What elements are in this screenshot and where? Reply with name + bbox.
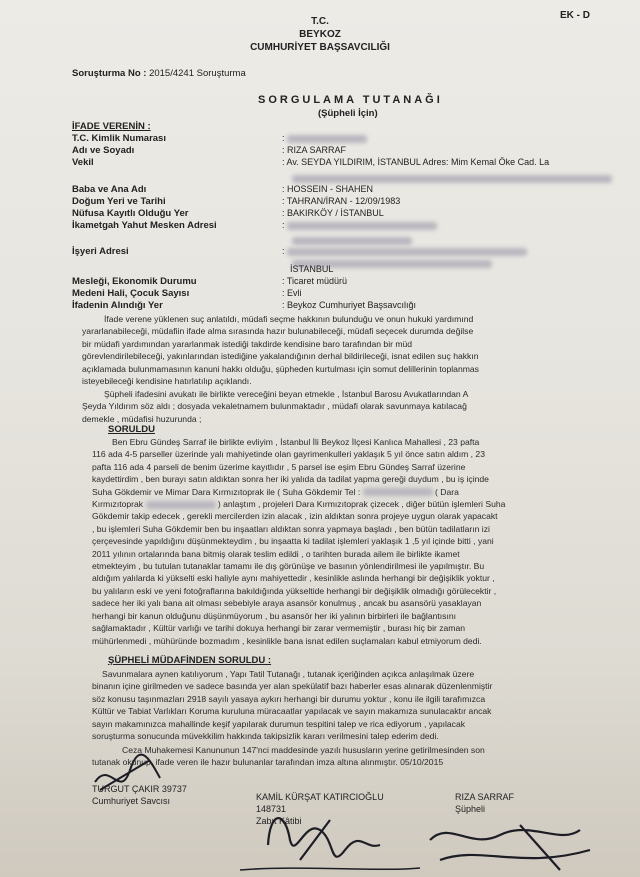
clerk-signature-underline: [240, 868, 420, 870]
name-value: : RIZA SARRAF: [282, 145, 347, 155]
text-line: Savunmalara aynen katılıyorum , Yapı Tatil Tutanağı , tutanak içeriğinden açıkca anlaşılmak üzere: [102, 669, 475, 679]
text-line: isteyebileceği kendisine hatırlatılıp açıklandı.: [82, 376, 252, 387]
prosecutor-signature: [95, 755, 160, 790]
document-title: SORGULAMA TUTANAĞI: [258, 94, 443, 106]
workplace-city: İSTANBUL: [290, 264, 334, 274]
text-line: açıklamada bulunmamasının kanuni hakkı olduğu, şüpheden kurtulması için somut delillerinin toplanmas: [82, 363, 479, 374]
tc-id-value: :: [282, 133, 367, 143]
tc-id-label: T.C. Kimlik Numarası: [72, 133, 166, 144]
text-line: İfade verene yüklenen suç anlatıldı, müdafi seçme hakkının bulunduğu ve onun hukuki yardımınd: [104, 314, 474, 324]
name-label: Adı ve Soyadı: [72, 145, 135, 156]
text-line: görevlendirilebileceği, yakınlarından istediğine yakalandığının derhal bildirileceği, isnat edilen suç hakkın: [82, 351, 479, 362]
clerk-signature: [268, 818, 380, 860]
registry-value: : BAKIRKÖY / İSTANBUL: [282, 208, 384, 218]
text-line: aldığım yalılarda ki yükselti eski haliyle aynı mahiyettedir , kesinlikle aslında herhangi bir değişiklik yoktur ,: [92, 573, 495, 584]
text-line: Şeyda Yıldırım söz aldı ; dosyada vekaletnamem bulunmaktadır , müdafi olarak savunmaya katılacağ: [82, 401, 467, 412]
text-line: herhangi bir kanun olduğunu düşünmüyorum , bu asansör her iki yalının birbirleri ile bağlantısını: [92, 610, 457, 621]
text-line: binanın içine girilmeden ve sadece basında yer alan spekülatif bazı haberler esas alınarak düzenlenmiştir: [92, 681, 493, 692]
suspect-role: Şüpheli: [455, 804, 486, 814]
lawyer-label: Vekil: [72, 157, 94, 168]
text-line: soruşturma sonucunda müvekkilim hakkında takipsizlik kararı verilmesini talep ederim dedi.: [92, 731, 439, 742]
clerk-number: 148731: [256, 804, 287, 814]
lawyer-value: : Av. SEYDA YILDIRIM, İSTANBUL Adres: Mim Kemal Öke Cad. La: [282, 157, 550, 167]
registry-label: Nüfusa Kayıtlı Olduğu Yer: [72, 208, 189, 219]
occupation-label: Mesleği, Ekonomik Durumu: [72, 276, 197, 287]
clerk-name: KAMİL KÜRŞAT KATIRCIOĞLU: [256, 792, 384, 802]
statement-giver-header: İFADE VERENİN :: [72, 121, 151, 132]
text-line: sayın makamınızca mahallinde keşif yapılarak durumun tespitini talep ve rica ediyorum , yapılacak: [92, 718, 466, 729]
text-line: bir müdafi yardımından yararlanmak istediği takdirde kendisine baro tarafından bir müd: [82, 338, 413, 349]
text-line: yararlanabileceği, müdafiin ifade alma sırasında hazır bulunabileceği, müdafi seçecek durumda değilse: [82, 326, 474, 337]
parents-value: : HOSSEIN - SHAHEN: [282, 184, 374, 194]
text-line: Gökdemir takip edecek , gerekli mercilerden izin alacak , izin aldıktan sonra projeye uygun olarak yapacakt: [92, 511, 498, 522]
suspect-name: RIZA SARRAF: [455, 792, 515, 802]
residence-label: İkametgah Yahut Mesken Adresi: [72, 220, 217, 231]
text-line: etmekteyim , bu tutulan tutanaklar tamamı ile dış görünüşe ve basının yönlendirilmesi ile yapılmıştır. Bu: [92, 561, 485, 572]
header-office: CUMHURİYET BAŞSAVCILIĞI: [250, 42, 390, 53]
header-tc: T.C.: [311, 16, 329, 27]
text-line: Kültür ve Tabiat Varlıkları Koruma kuruluna müracaatlar yapılacak ve sayın makamıza sunulacaktır ancak: [92, 706, 492, 717]
residence-value: :: [282, 220, 437, 230]
text-line: söz konusu taşınmazları 2918 sayılı yasaya aykırı herhangi bir durumu yoktur , konu ile ilgili tarafımızca: [92, 693, 486, 704]
annex-label: EK - D: [560, 10, 590, 21]
occupation-value: : Ticaret müdürü: [282, 276, 348, 286]
marital-value: : Evli: [282, 288, 302, 298]
text-line: 2011 yılının ortalarında bana bitmiş olarak teslim edildi , o tarihten burada ailem ile birlikte ikamet: [92, 548, 460, 559]
text-line: kaydettirdim , ben burayı satın aldıktan sonra her iki yalıda da tadilat yapma gereği duydum , bu iş içinde: [92, 474, 489, 485]
marital-label: Medeni Hali, Çocuk Sayısı: [72, 288, 190, 299]
text-line: pafta 116 ada 4 parseli de benim üzerime kayıtlıdır , 5 parsel ise eşim Ebru Gündeş Sarraf üzerine: [92, 461, 466, 472]
text-segment: Kırmızıtoprak: [92, 499, 144, 510]
document-subtitle: (Şüpheli İçin): [318, 108, 378, 119]
text-line: çerçevesinde yapıldığını düşünmekteydim , bu inşaatta ki tadilat işlemleri yaklaşık 1 ,5 yıl içinde bitti , yani: [92, 536, 494, 547]
text-line: , bu işlemleri Suha Gökdemir ben bu inşaatları aldıktan sonra yapmaya başladı , ben bütün tadilatların izi: [92, 523, 490, 534]
text-segment: ( Dara: [435, 486, 459, 497]
suspect-signature: [430, 825, 590, 870]
location-value: : Beykoz Cumhuriyet Başsavcılığı: [282, 300, 417, 310]
parents-label: Baba ve Ana Adı: [72, 184, 147, 195]
prosecutor-role: Cumhuriyet Savcısı: [92, 796, 171, 806]
text-segment: ) anlaştım , projeleri Dara Kırmızıtoprak çizecek , diğer bütün işlemleri Suha: [217, 499, 506, 510]
asked-header: SORULDU: [108, 424, 155, 435]
prosecutor-name: TURGUT ÇAKIR 39737: [92, 784, 187, 794]
text-line: bu yalıların eski ve yeni fotoğraflarına bakıldığında yükseltide herhangi bir değişiklik olmadığı görülecektir ,: [92, 585, 497, 596]
text-line: 116 ada 4-5 parseller üzerinde yalı mahiyetinde olan gayrimenkulleri yaklaşık 5 yıl önce satın aldım , 23: [92, 449, 485, 460]
workplace-redacted: :: [282, 246, 527, 256]
text-line: demekle , müdafisi huzurunda ;: [82, 413, 202, 424]
investigation-number-label: Soruşturma No :: [72, 68, 147, 79]
text-line: tutanak okunup, ifade veren ile hazır bulunanlar tarafından imza altına alınmıştır. 05/10/2015: [92, 757, 444, 768]
workplace-label: İşyeri Adresi: [72, 246, 129, 257]
text-line: Ben Ebru Gündeş Sarraf ile birlikte evliyim , İstanbul İli Beykoz İlçesi Kanlıca Mahallesi , 23 pafta: [112, 437, 480, 447]
investigation-number-value: 2015/4241 Soruşturma: [149, 68, 246, 79]
defense-asked-header: ŞÜPHELİ MÜDAFİNDEN SORULDU :: [108, 655, 272, 666]
text-line: sadece her iki yalı bana ait olması sebebiyle araya asansör konulmuş , ancak bu asansörü yasaklayan: [92, 598, 482, 609]
text-segment: Suha Gökdemir ve Mimar Dara Kırmızıtoprak ile ( Suha Gökdemir Tel :: [92, 486, 361, 497]
location-label: İfadenin Alındığı Yer: [72, 300, 163, 311]
header-beykoz: BEYKOZ: [299, 29, 341, 40]
text-line: Ceza Muhakemesi Kanununun 147'nci maddesinde yazılı hususların yerine getirilmesinden son: [122, 745, 485, 755]
text-line: mühürlenmedi , mühüründe bozmadım , kesinlikle bana isnat edilen suçlamaları kabul etmiyorum dedi.: [92, 635, 482, 646]
birth-value: : TAHRAN/İRAN - 12/09/1983: [282, 196, 401, 206]
text-line: Şüpheli ifadesini avukatı ile birlikte vereceğini beyan etmekle , İstanbul Barosu Avukatlarından A: [104, 389, 469, 399]
text-line: sağlamaktadır , Kültür varlığı ve tarihi dokuya herhangi bir zarar vermemiştir , burası hiç bir zaman: [92, 623, 466, 634]
clerk-role: Zabıt Kâtibi: [256, 816, 302, 826]
birth-label: Doğum Yeri ve Tarihi: [72, 196, 166, 207]
